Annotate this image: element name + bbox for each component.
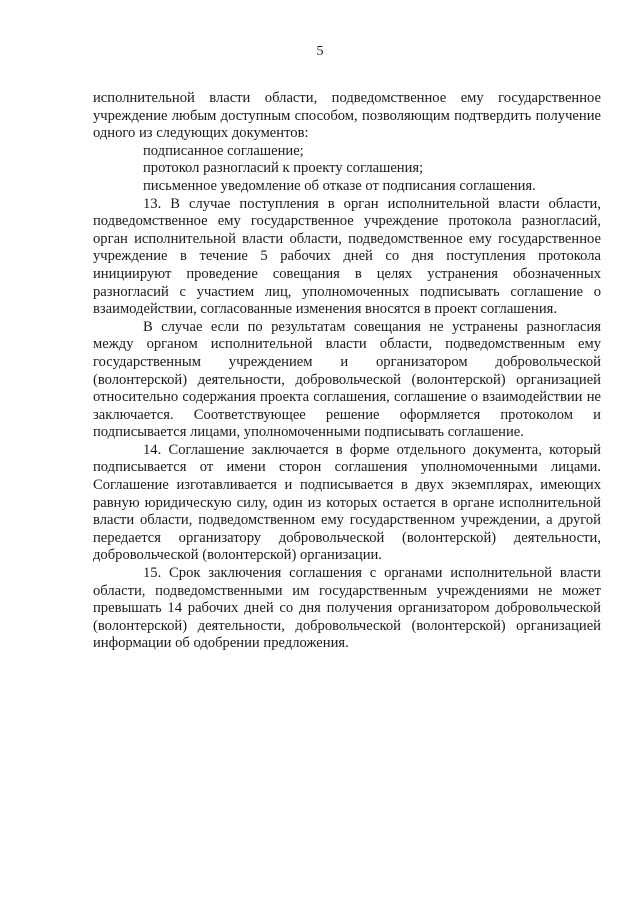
list-item-disagreement-protocol: протокол разногласий к проекту соглашения; [143,160,424,177]
page-number: 5 [316,44,324,59]
paragraph-13: 13. В случае поступления в орган исполнительной власти области, подведомственное ему государственное учреждение протокола разногласий, орган исполнительной власти области, подведомственное ему государственное учреждение в течение 5 рабочих дней со дня поступления протокола инициируют проведение совещания в целях устранения обозначенных разногласий с участием лиц, уполномоченных подписывать соглашение о взаимодействии, согласованные изменения вносятся в проект соглашения. [93,195,601,318]
list-item-signed-agreement: подписанное соглашение; [143,142,304,159]
paragraph-continuation: исполнительной власти области, подведомственное ему государственное учреждение любым доступным способом, позволяющим подтвердить получение одного из следующих документов: [93,90,601,142]
paragraph-unresolved-disagreements: В случае если по результатам совещания не устранены разногласия между органом исполнительной власти области, подведомственным ему государственным учреждением и организатором добровольческой (волонтерской) деятельности, добровольческой (волонтерской) организацией относительно содержания проекта соглашения, соглашение о взаимодействии не заключается. Соответствующее решение оформляется протоколом и подписывается лицами, уполномоченными подписывать соглашение. [93,318,601,441]
document-body [93,90,601,653]
paragraph-14: 14. Соглашение заключается в форме отдельного документа, который подписывается от имени сторон соглашения уполномоченными лицами. Соглашение изготавливается и подписывается в двух экземплярах, имеющих равную юридическую силу, один из которых остается в органе исполнительной власти области, подведомственном ему государственном учреждении, а другой передается организатору добровольческой (волонтерской) деятельности, добровольческой (волонтерской) организации. [93,441,601,564]
paragraph-15: 15. Срок заключения соглашения с органами исполнительной власти области, подведомственными им государственным учреждениями не может превышать 14 рабочих дней со дня получения организатором добровольческой (волонтерской) деятельности, добровольческой (волонтерской) организацией информации об одобрении предложения. [93,565,601,652]
list-item-refusal-notice: письменное уведомление об отказе от подписания соглашения. [143,177,536,194]
